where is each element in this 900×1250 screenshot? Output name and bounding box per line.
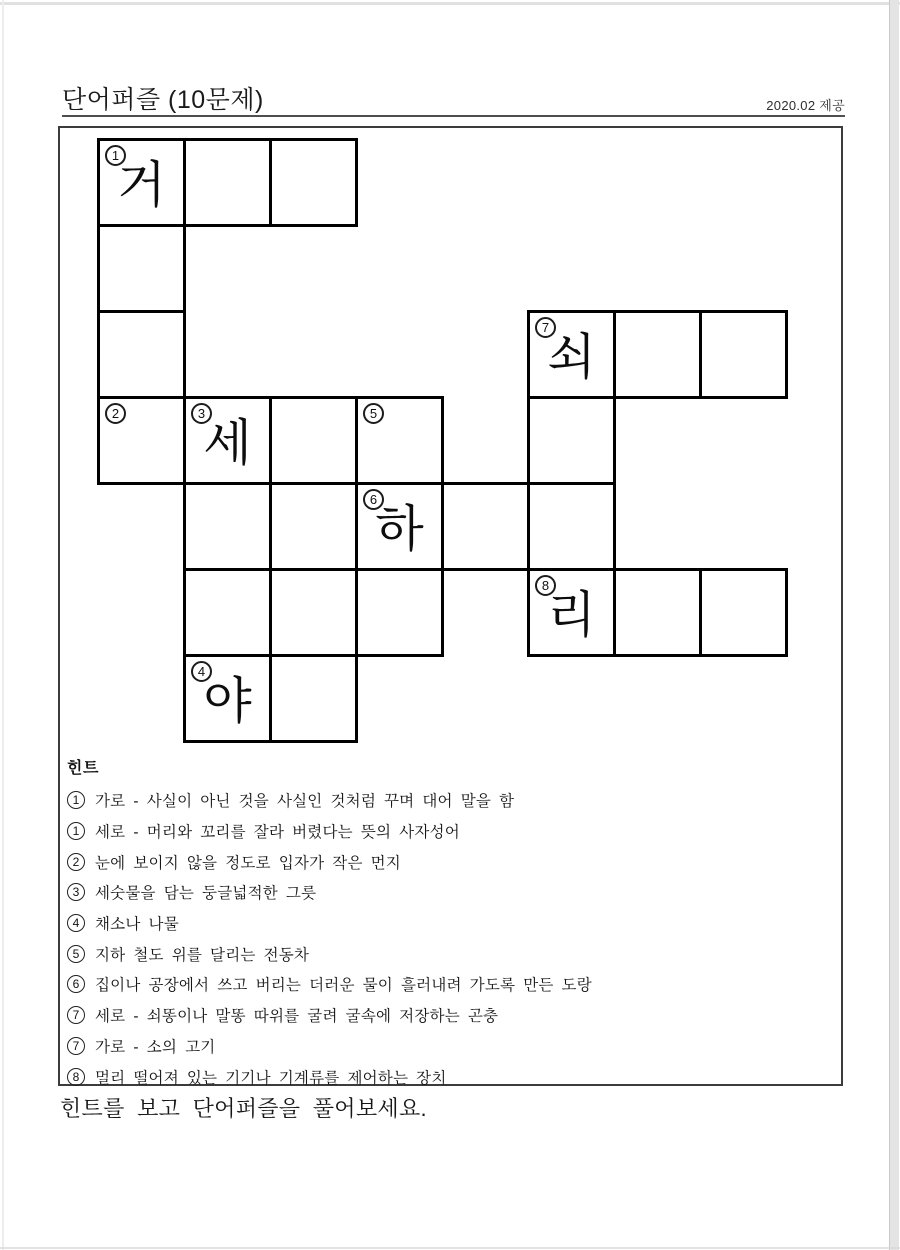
cell-letter: 쇠	[547, 329, 596, 385]
cell-number-badge: 6	[363, 489, 384, 510]
grid-cell	[269, 396, 358, 485]
hint-text: 세숫물을 담는 둥글넓적한 그릇	[95, 885, 317, 903]
cell-number-badge: 3	[191, 403, 212, 424]
hint-item	[67, 877, 812, 908]
hint-text: 집이나 공장에서 쓰고 버리는 더러운 물이 흘러내려 가도록 만든 도랑	[95, 977, 592, 995]
crossword-grid	[97, 138, 788, 743]
hint-text: 가로 - 사실이 아닌 것을 사실인 것처럼 꾸며 대어 말을 함	[95, 793, 515, 811]
hint-number-badge: 5	[67, 945, 85, 963]
grid-cell	[613, 310, 702, 399]
grid-cell	[269, 482, 358, 571]
page-edge-right	[889, 0, 899, 1250]
grid-cell	[269, 138, 358, 227]
cell-number-badge: 1	[105, 145, 126, 166]
hint-item	[67, 846, 812, 877]
grid-cell	[183, 482, 272, 571]
hint-item	[67, 938, 812, 969]
hint-text: 멀리 떨어져 있는 기기나 기계류를 제어하는 장치	[95, 1069, 447, 1087]
grid-cell	[183, 654, 272, 743]
grid-cell	[699, 310, 788, 399]
cell-number-badge: 4	[191, 661, 212, 682]
page-edge-left	[2, 0, 4, 1250]
hints-label: 힌트	[67, 760, 99, 777]
hint-item	[67, 1061, 812, 1092]
hints-list	[67, 785, 812, 1092]
hint-text: 눈에 보이지 않을 정도로 입자가 작은 먼지	[95, 854, 401, 872]
hint-number-badge: 4	[67, 914, 85, 932]
hint-text: 세로 - 쇠똥이나 말똥 따위를 굴려 굴속에 저장하는 곤충	[95, 1008, 499, 1026]
page-title: 단어퍼즐 (10문제)	[62, 86, 264, 114]
grid-cell	[97, 310, 186, 399]
grid-cell	[97, 396, 186, 485]
cell-letter: 세	[203, 415, 252, 471]
cell-number-badge: 7	[535, 317, 556, 338]
hint-number-badge: 2	[67, 853, 85, 871]
grid-cell	[183, 138, 272, 227]
grid-cell	[269, 654, 358, 743]
grid-cell	[269, 568, 358, 657]
cell-letter: 하	[375, 501, 424, 557]
cell-letter: 리	[547, 587, 596, 643]
hint-text: 가로 - 소의 고기	[95, 1038, 216, 1056]
grid-cell	[527, 310, 616, 399]
page-edge-bottom	[0, 1247, 900, 1249]
hint-number-badge: 3	[67, 883, 85, 901]
hint-text: 채소나 나물	[95, 916, 179, 934]
hint-number-badge: 7	[67, 1006, 85, 1024]
grid-cell	[183, 396, 272, 485]
hint-text: 지하 철도 위를 달리는 전동차	[95, 946, 310, 964]
hint-item	[67, 908, 812, 939]
hint-number-badge: 7	[67, 1037, 85, 1055]
hint-number-badge: 8	[67, 1068, 85, 1086]
page-edge-top	[0, 2, 900, 5]
cell-number-badge: 8	[535, 575, 556, 596]
grid-cell	[699, 568, 788, 657]
hint-number-badge: 1	[67, 791, 85, 809]
grid-cell	[355, 396, 444, 485]
hint-item	[67, 969, 812, 1000]
grid-cell	[441, 482, 530, 571]
grid-cell	[527, 482, 616, 571]
grid-cell	[183, 568, 272, 657]
cell-letter: 거	[117, 157, 166, 213]
hint-number-badge: 1	[67, 822, 85, 840]
grid-cell	[613, 568, 702, 657]
grid-cell	[527, 396, 616, 485]
hint-item	[67, 1031, 812, 1062]
hint-item	[67, 785, 812, 816]
grid-cell	[355, 482, 444, 571]
cell-letter: 야	[203, 673, 252, 729]
cell-number-badge: 5	[363, 403, 384, 424]
grid-cell	[527, 568, 616, 657]
grid-cell	[97, 138, 186, 227]
cell-number-badge: 2	[105, 403, 126, 424]
hint-item	[67, 1000, 812, 1031]
title-underline	[62, 115, 845, 117]
hint-text: 세로 - 머리와 꼬리를 잘라 버렸다는 뜻의 사자성어	[95, 824, 460, 842]
provided-date: 2020.02 제공	[766, 98, 845, 113]
grid-cell	[97, 224, 186, 313]
grid-cell	[355, 568, 444, 657]
footer-instruction: 힌트를 보고 단어퍼즐을 풀어보세요.	[60, 1096, 427, 1121]
hint-number-badge: 6	[67, 975, 85, 993]
hint-item	[67, 816, 812, 847]
